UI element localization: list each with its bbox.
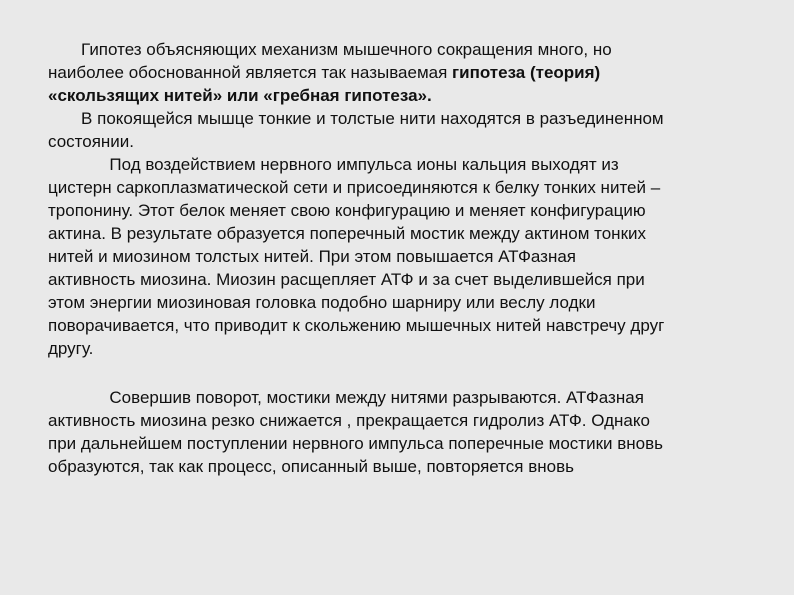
- text-line: [48, 153, 788, 176]
- text-run: В покоящейся мышце тонкие и толстые нити находятся в разъединенном: [48, 109, 664, 128]
- text-run: Гипотез объясняющих механизм мышечного сокращения много, но: [48, 40, 612, 59]
- text-run: другу.: [48, 339, 94, 358]
- text-run: Совершив поворот, мостики между нитями разрываются. АТФазная: [48, 388, 644, 407]
- text-run: при дальнейшем поступлении нервного импульса поперечные мостики вновь: [48, 434, 663, 453]
- paragraph-gap: [48, 360, 788, 386]
- text-line: [48, 199, 788, 222]
- text-line: [48, 176, 788, 199]
- paragraph: [48, 107, 788, 153]
- bold-text-run: гипотеза (теория): [452, 63, 601, 82]
- text-line: [48, 386, 788, 409]
- text-line: [48, 409, 788, 432]
- paragraph: [48, 38, 788, 107]
- paragraph: [48, 153, 788, 360]
- text-line: [48, 222, 788, 245]
- text-run: этом энергии миозиновая головка подобно шарниру или веслу лодки: [48, 293, 596, 312]
- text-line: [48, 84, 788, 107]
- text-line: [48, 314, 788, 337]
- text-line: [48, 107, 788, 130]
- body-text: [48, 38, 788, 478]
- text-run: цистерн саркоплазматической сети и присоединяются к белку тонких нитей –: [48, 178, 661, 197]
- text-run: активность миозина резко снижается , прекращается гидролиз АТФ. Однако: [48, 411, 650, 430]
- text-run: тропонину. Этот белок меняет свою конфигурацию и меняет конфигурацию: [48, 201, 646, 220]
- text-run: активность миозина. Миозин расщепляет АТФ и за счет выделившейся при: [48, 270, 645, 289]
- text-line: [48, 38, 788, 61]
- text-line: [48, 432, 788, 455]
- text-run: Под воздействием нервного импульса ионы кальция выходят из: [48, 155, 619, 174]
- text-run: состоянии.: [48, 132, 135, 151]
- text-run: образуются, так как процесс, описанный выше, повторяется вновь: [48, 457, 574, 476]
- text-run: наиболее обоснованной является так называемая: [48, 63, 453, 82]
- text-line: [48, 130, 788, 153]
- text-run: поворачивается, что приводит к скольжению мышечных нитей навстречу друг: [48, 316, 665, 335]
- text-run: нитей и миозином толстых нитей. При этом повышается АТФазная: [48, 247, 576, 266]
- text-line: [48, 291, 788, 314]
- text-line: [48, 268, 788, 291]
- text-line: [48, 61, 788, 84]
- text-line: [48, 245, 788, 268]
- paragraph: [48, 386, 788, 478]
- bold-text-run: «скользящих нитей» или «гребная гипотеза».: [48, 86, 432, 105]
- text-run: актина. В результате образуется поперечный мостик между актином тонких: [48, 224, 647, 243]
- text-line: [48, 455, 788, 478]
- text-line: [48, 337, 788, 360]
